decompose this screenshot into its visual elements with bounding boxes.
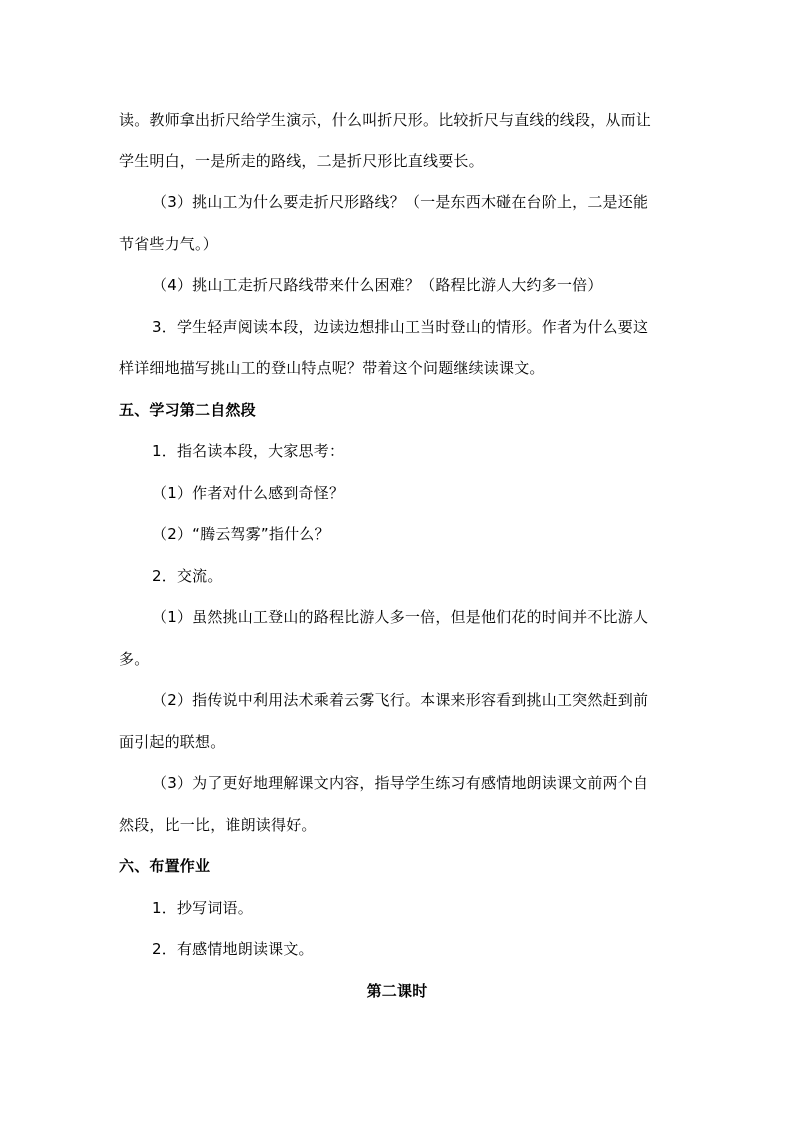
paragraph-line: 读。教师拿出折尺给学生演示，什么叫折尺形。比较折尺与直线的线段，从而让 <box>119 111 652 129</box>
paragraph-line: （1）作者对什么感到奇怪？ <box>152 484 345 502</box>
paragraph-line: 节省些力气。） <box>119 235 218 253</box>
paragraph-line: 样详细地描写挑山工的登山特点呢？带着这个问题继续读课文。 <box>119 359 545 377</box>
paragraph-line: 1．指名读本段，大家思考： <box>152 442 345 460</box>
paragraph-line: 学生明白，一是所走的路线，二是折尺形比直线要长。 <box>119 152 484 170</box>
paragraph-line: 3．学生轻声阅读本段，边读边想排山工当时登山的情形。作者为什么要这 <box>152 318 649 336</box>
paragraph-line: （2）“腾云驾雾”指什么？ <box>152 525 330 543</box>
paragraph-line: （1）虽然挑山工登山的路程比游人多一倍，但是他们花的时间并不比游人 <box>152 608 649 626</box>
paragraph-line: （4）挑山工走折尺路线带来什么困难？（路程比游人大约多一倍） <box>152 276 603 294</box>
paragraph-line: 2．有感情地朗读课文。 <box>152 940 314 958</box>
paragraph-line: 1．抄写词语。 <box>152 899 253 917</box>
paragraph-line: （3）为了更好地理解课文内容，指导学生练习有感情地朗读课文前两个自 <box>152 774 649 792</box>
section-heading: 六、布置作业 <box>119 857 211 875</box>
paragraph-line: 然段，比一比，谁朗读得好。 <box>119 816 317 834</box>
lesson-title: 第二课时 <box>366 982 428 1000</box>
paragraph-line: 多。 <box>119 650 150 668</box>
paragraph-line: 面引起的联想。 <box>119 733 226 751</box>
paragraph-line: 2．交流。 <box>152 567 223 585</box>
paragraph-line: （3）挑山工为什么要走折尺形路线？（一是东西木碰在台阶上，二是还能 <box>152 193 649 211</box>
section-heading: 五、学习第二自然段 <box>119 401 256 419</box>
paragraph-line: （2）指传说中利用法术乘着云雾飞行。本课来形容看到挑山工突然赶到前 <box>152 691 649 709</box>
